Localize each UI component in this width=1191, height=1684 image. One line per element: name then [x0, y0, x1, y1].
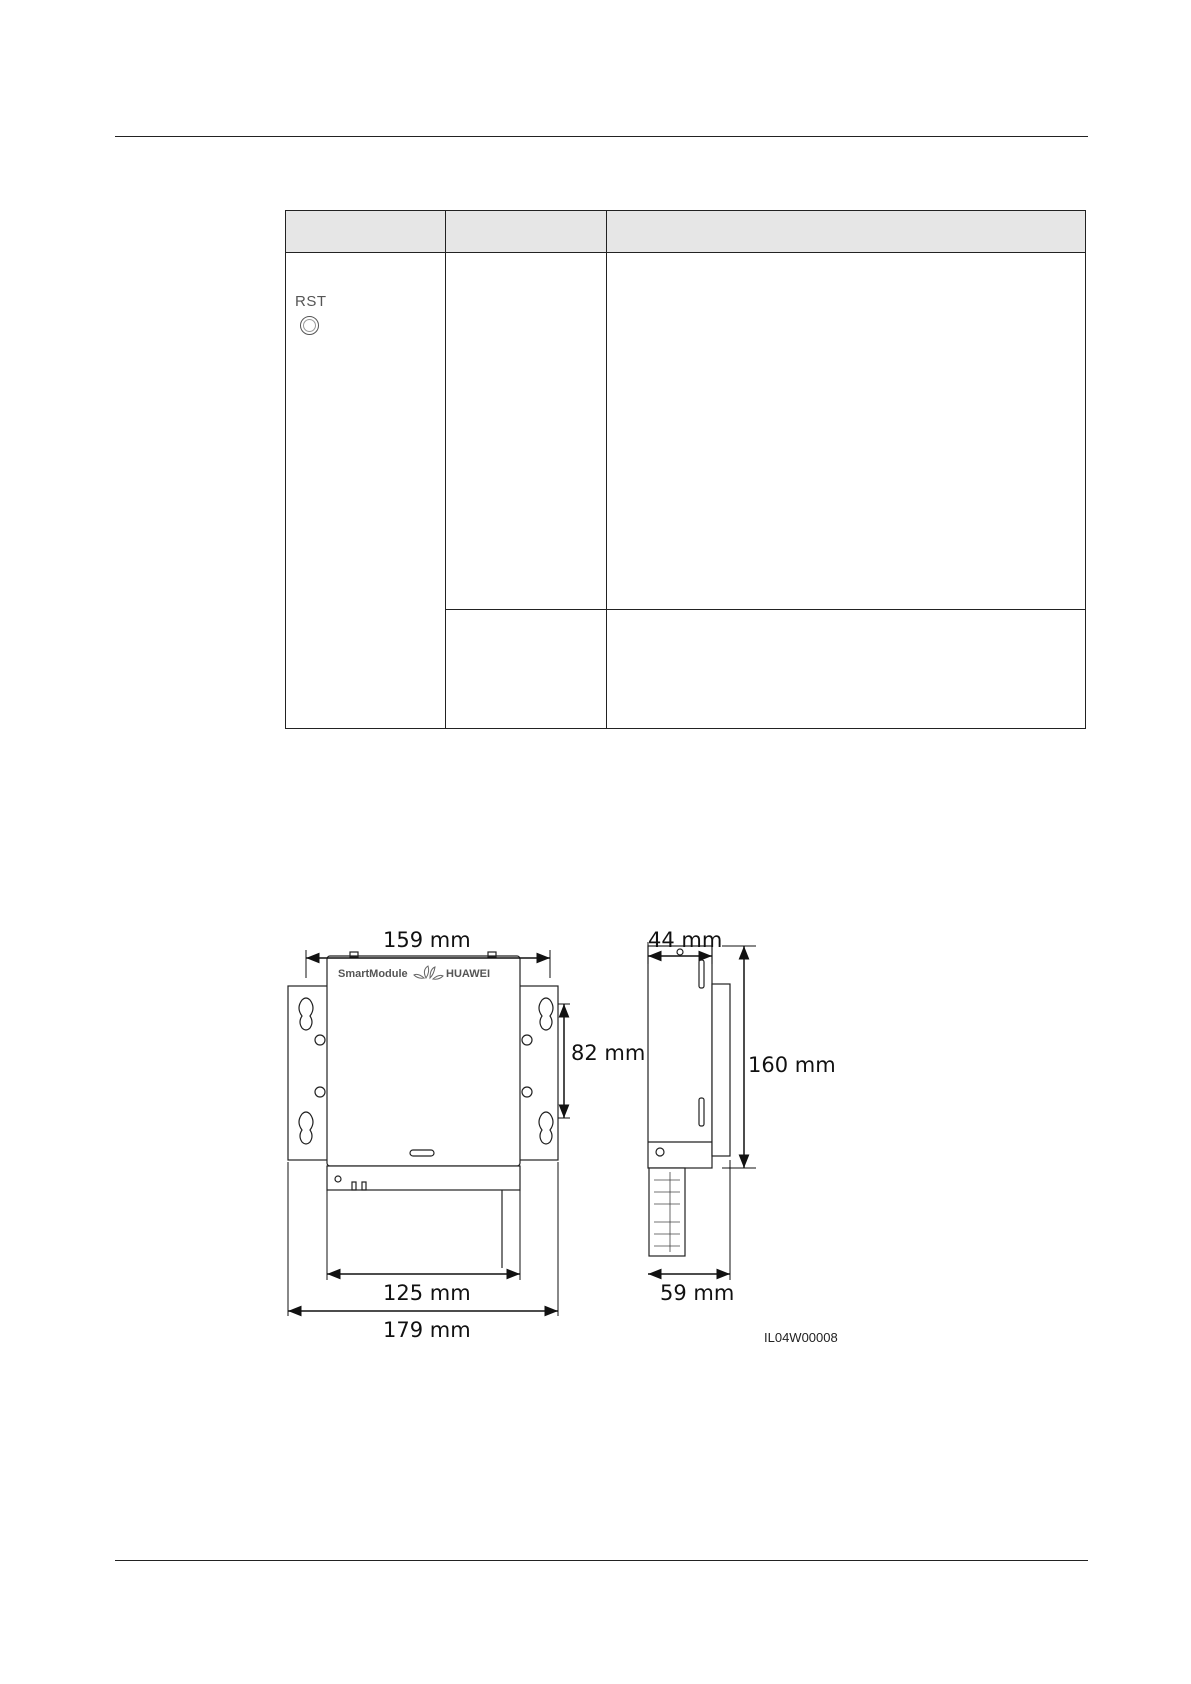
device-body: [327, 956, 520, 1166]
rst-cell: [286, 253, 446, 729]
dimension-label: 82 mm: [571, 1041, 646, 1065]
dimension-label: 159 mm: [383, 928, 471, 952]
terminal-block: [649, 1168, 685, 1256]
dimension-label: 44 mm: [648, 928, 723, 952]
dimension-label: 179 mm: [383, 1318, 471, 1342]
reset-button-icon: [300, 316, 319, 335]
dimension-label: 59 mm: [660, 1281, 735, 1305]
table-row: [286, 253, 1086, 610]
dimension-label: 160 mm: [748, 1053, 836, 1077]
product-label: SmartModule: [338, 968, 408, 980]
figure-code: IL04W00008: [764, 1330, 838, 1345]
table-cell: [446, 610, 607, 729]
dimension-label: 125 mm: [383, 1281, 471, 1305]
header-cell-1: [286, 211, 446, 253]
front-view: [288, 952, 558, 1268]
table-header-row: [286, 211, 1086, 253]
header-rule: [115, 136, 1088, 137]
footer-rule: [115, 1560, 1088, 1561]
table-cell: [446, 253, 607, 610]
dimension-drawing: [270, 880, 850, 1360]
brand-label: HUAWEI: [446, 968, 490, 980]
header-cell-2: [446, 211, 607, 253]
side-view: [648, 946, 730, 1256]
header-cell-3: [607, 211, 1086, 253]
rst-label: RST: [295, 293, 327, 310]
table-cell: [607, 253, 1086, 610]
indicator-table: [285, 210, 1086, 729]
device-side-body: [648, 946, 712, 1168]
bracket-side: [712, 984, 730, 1156]
table-cell: [607, 610, 1086, 729]
